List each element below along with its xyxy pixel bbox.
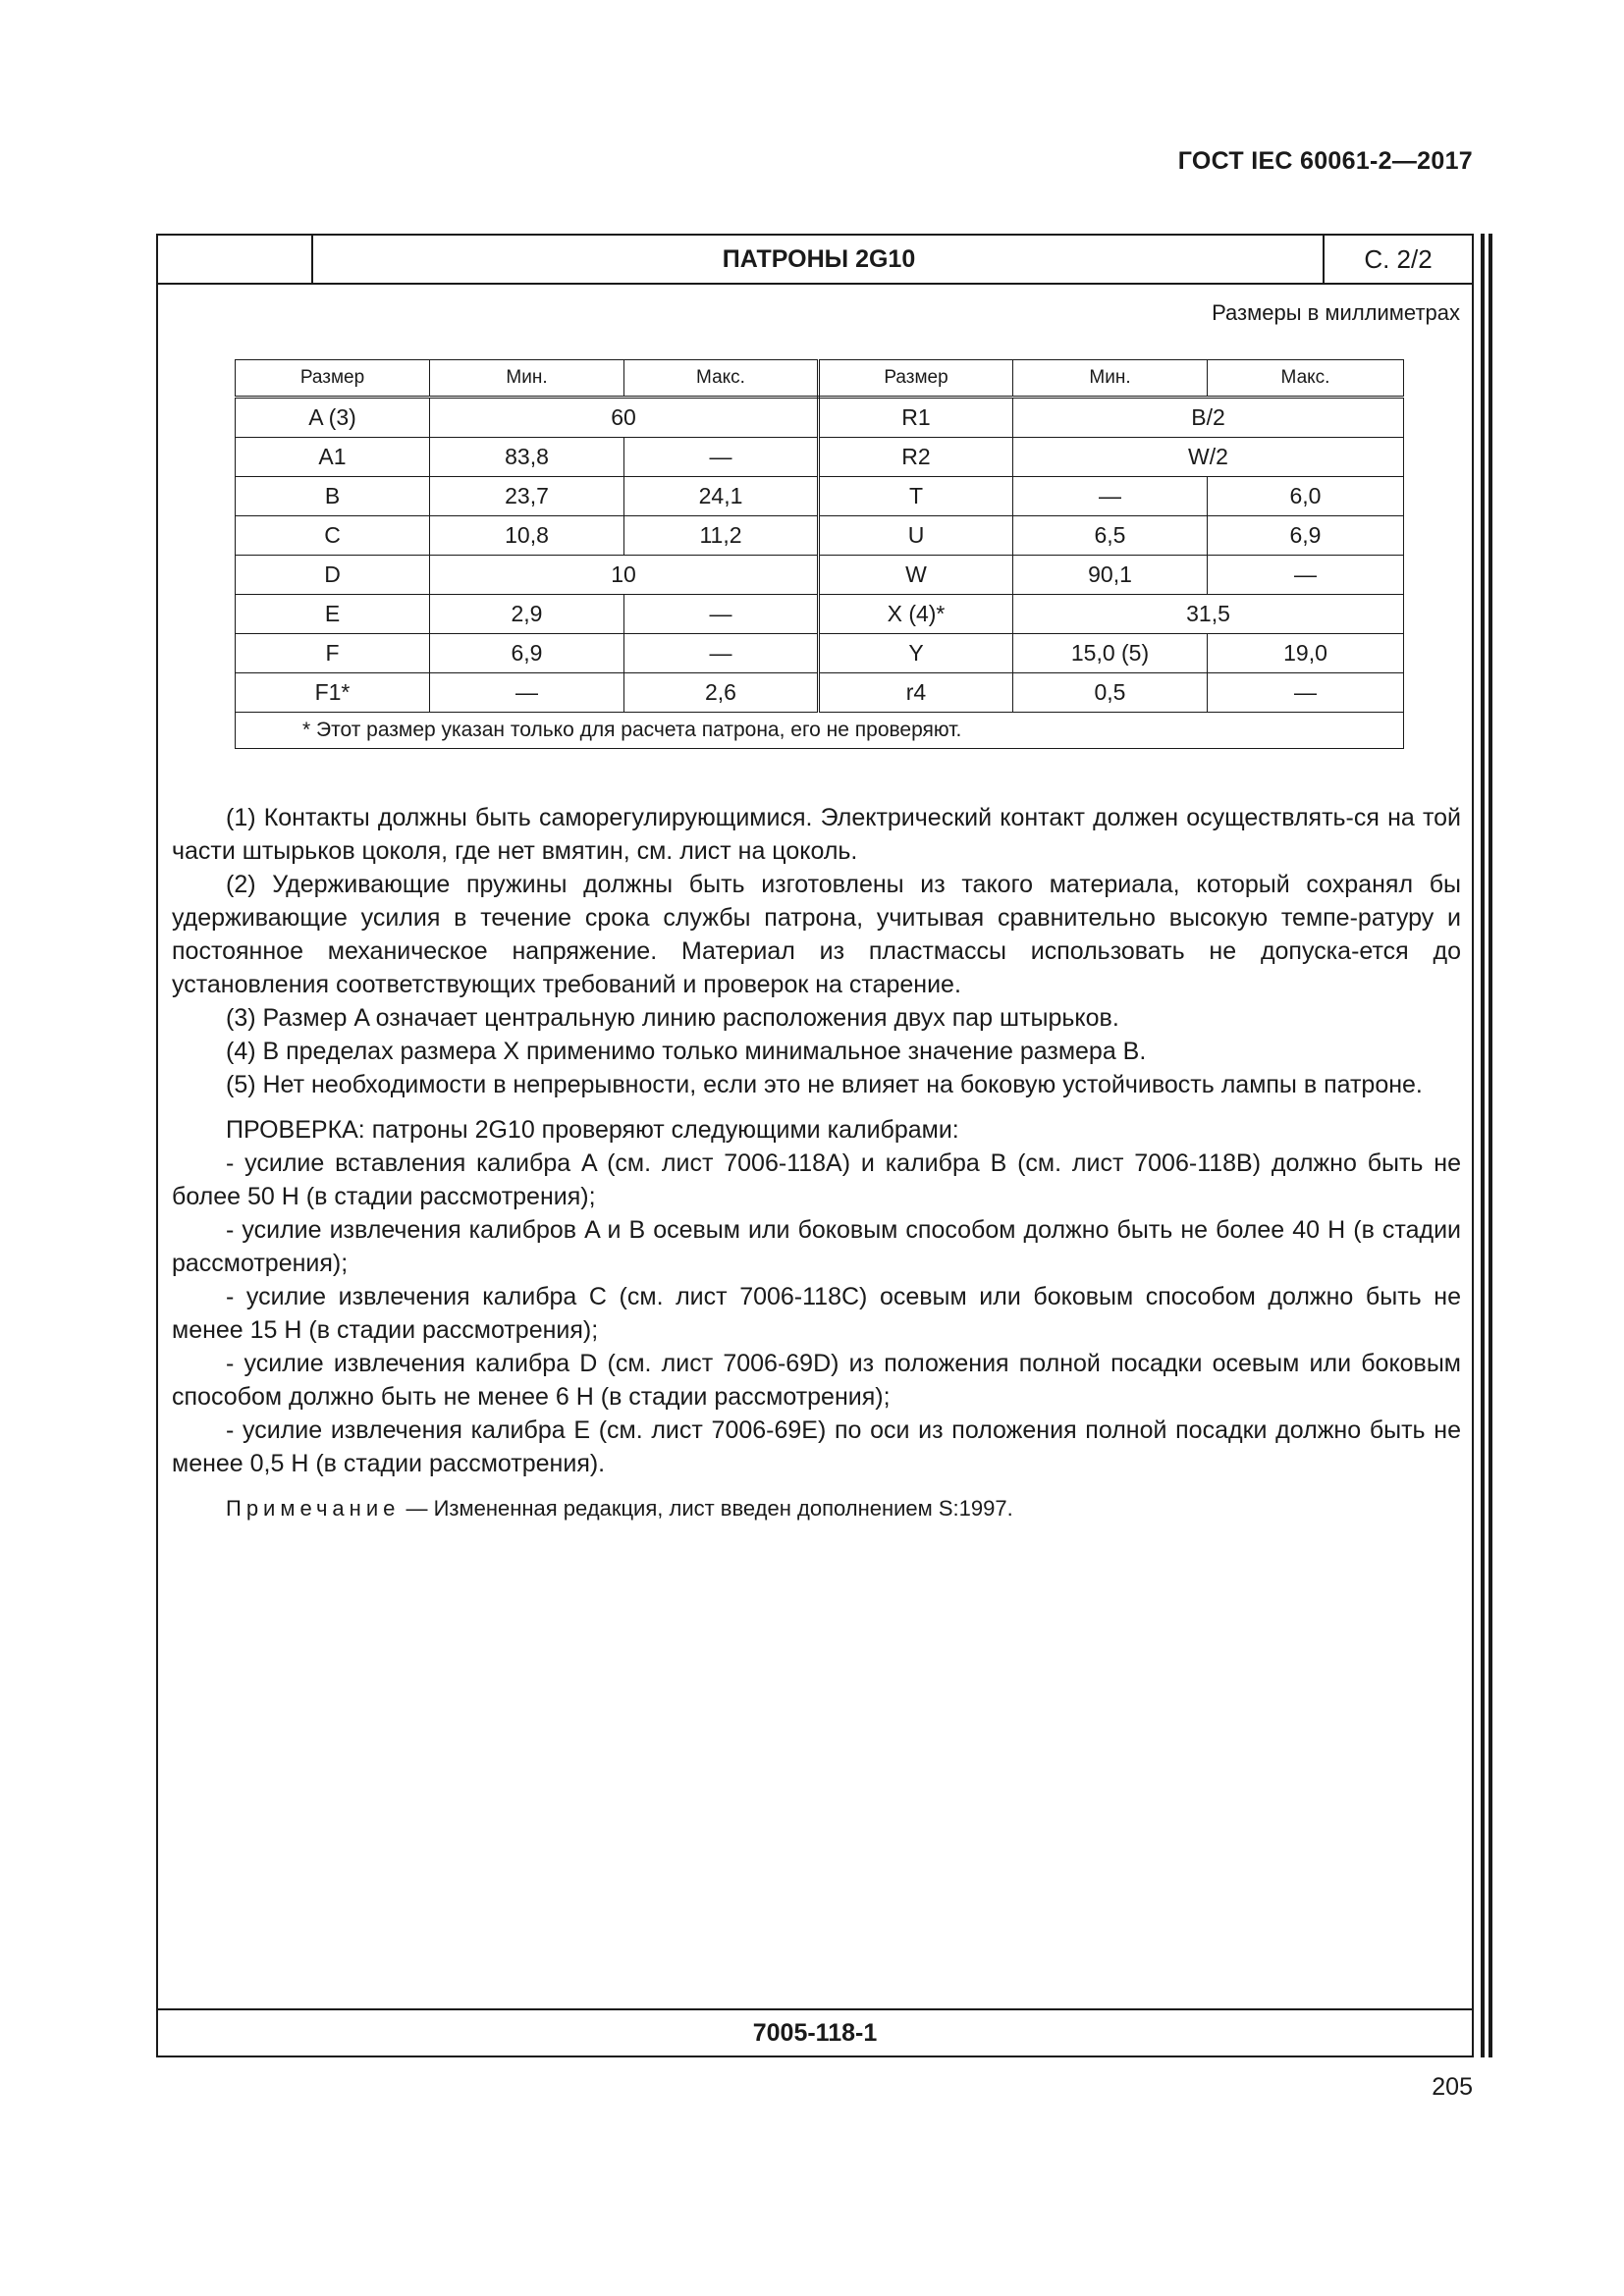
- table-cell: 2,6: [624, 673, 819, 713]
- table-cell: 10,8: [430, 516, 624, 556]
- sheet-title-row: [158, 236, 1472, 285]
- sheet-frame: [156, 234, 1474, 2057]
- table-cell: X (4)*: [819, 595, 1013, 634]
- remark-label: Примечание: [226, 1496, 401, 1521]
- header-cell: Макс.: [624, 360, 819, 398]
- units-note: Размеры в миллиметрах: [1212, 300, 1460, 325]
- title-left-cell: [158, 236, 313, 283]
- frame-edge-bar: [1489, 234, 1492, 2057]
- table-cell: 6,9: [430, 634, 624, 673]
- header-cell: Мин.: [430, 360, 624, 398]
- sheet-code: 7005-118-1: [752, 2018, 878, 2047]
- header-cell: Размер: [236, 360, 430, 398]
- table-cell: D: [236, 556, 430, 595]
- check-item: - усилие извлечения калибра C (см. лист 7006-118C) осевым или боковым способом должно быть не менее 15 Н (в стадии рассмотрения);: [172, 1283, 1461, 1344]
- table-row: [236, 673, 1404, 713]
- table-cell: —: [1208, 673, 1404, 713]
- table-row: [236, 516, 1404, 556]
- remark: [172, 1492, 1461, 1525]
- table-cell: 6,5: [1013, 516, 1208, 556]
- table-cell: —: [430, 673, 624, 713]
- table-cell: 31,5: [1013, 595, 1404, 634]
- note-4: (4) В пределах размера X применимо только минимальное значение размера B.: [226, 1038, 1147, 1065]
- dimensions-table: [235, 359, 1404, 749]
- table-cell: B/2: [1013, 398, 1404, 438]
- table-cell: —: [624, 595, 819, 634]
- note-2: (2) Удерживающие пружины должны быть изготовлены из такого материала, который сохранял бы удерживающие усилия в течение срока службы патрона, учитывая сравнительно высокую темпе-ратуру и постоянное механическое напряжение. Материал из пластмассы использовать не допуска-ется до установления соответствующих требований и проверок на старение.: [172, 871, 1461, 998]
- table-cell: B: [236, 477, 430, 516]
- table-cell: C: [236, 516, 430, 556]
- table-cell: 10: [430, 556, 819, 595]
- header-cell: Мин.: [1013, 360, 1208, 398]
- table-cell: 0,5: [1013, 673, 1208, 713]
- table-row: [236, 477, 1404, 516]
- table-cell: —: [624, 634, 819, 673]
- header-cell: Размер: [819, 360, 1013, 398]
- document-code: ГОСТ IEC 60061-2—2017: [1177, 147, 1473, 175]
- table-row: [236, 595, 1404, 634]
- notes-section: [172, 801, 1461, 1525]
- table-cell: 83,8: [430, 438, 624, 477]
- table-cell: —: [624, 438, 819, 477]
- note-3: (3) Размер A означает центральную линию расположения двух пар штырьков.: [226, 1004, 1119, 1032]
- table-cell: r4: [819, 673, 1013, 713]
- table-row: [236, 634, 1404, 673]
- table-row: [236, 556, 1404, 595]
- table-cell: —: [1013, 477, 1208, 516]
- table-cell: R1: [819, 398, 1013, 438]
- table-row: [236, 438, 1404, 477]
- table-cell: 6,9: [1208, 516, 1404, 556]
- table-row: [236, 398, 1404, 438]
- table-cell: R2: [819, 438, 1013, 477]
- table-cell: 90,1: [1013, 556, 1208, 595]
- table-header-row: [236, 360, 1404, 398]
- table-cell: U: [819, 516, 1013, 556]
- sheet-title: ПАТРОНЫ 2G10: [722, 244, 916, 273]
- remark-text: — Измененная редакция, лист введен дополнением S:1997.: [400, 1496, 1013, 1521]
- check-item: - усилие извлечения калибра E (см. лист 7006-69E) по оси из положения полной посадки должно быть не менее 0,5 Н (в стадии рассмотрения).: [172, 1416, 1461, 1477]
- table-cell: Y: [819, 634, 1013, 673]
- table-cell: 24,1: [624, 477, 819, 516]
- table-cell: T: [819, 477, 1013, 516]
- check-item: - усилие извлечения калибра D (см. лист 7006-69D) из положения полной посадки осевым или боковым способом должно быть не менее 6 Н (в стадии рассмотрения);: [172, 1350, 1461, 1411]
- table-cell: W/2: [1013, 438, 1404, 477]
- check-item: - усилие извлечения калибров A и B осевым или боковым способом должно быть не более 40 Н (в стадии рассмотрения);: [172, 1216, 1461, 1277]
- check-intro: ПРОВЕРКА: патроны 2G10 проверяют следующими калибрами:: [226, 1116, 959, 1144]
- sheet-page: С. 2/2: [1323, 236, 1472, 283]
- table-cell: E: [236, 595, 430, 634]
- table-cell: 11,2: [624, 516, 819, 556]
- check-item: - усилие вставления калибра A (см. лист 7006-118A) и калибра B (см. лист 7006-118B) должно быть не более 50 Н (в стадии рассмотрения);: [172, 1149, 1461, 1210]
- table-cell: A (3): [236, 398, 430, 438]
- note-5: (5) Нет необходимости в непрерывности, если это не влияет на боковую устойчивость лампы в патроне.: [226, 1071, 1423, 1098]
- header-cell: Макс.: [1208, 360, 1404, 398]
- table-cell: 19,0: [1208, 634, 1404, 673]
- table-footnote-row: [236, 713, 1404, 749]
- frame-edge-bar: [1481, 234, 1485, 2057]
- table-cell: —: [1208, 556, 1404, 595]
- table-cell: F: [236, 634, 430, 673]
- table-cell: 15,0 (5): [1013, 634, 1208, 673]
- table-cell: 23,7: [430, 477, 624, 516]
- page-number: 205: [1432, 2073, 1473, 2101]
- table-cell: F1*: [236, 673, 430, 713]
- note-1: (1) Контакты должны быть саморегулирующимися. Электрический контакт должен осуществлять-ся на той части штырьков цоколя, где нет вмятин, см. лист на цоколь.: [172, 804, 1461, 865]
- table-footnote: * Этот размер указан только для расчета патрона, его не проверяют.: [236, 713, 1404, 749]
- table-cell: 60: [430, 398, 819, 438]
- table-cell: W: [819, 556, 1013, 595]
- table-cell: A1: [236, 438, 430, 477]
- table-cell: 6,0: [1208, 477, 1404, 516]
- table-cell: 2,9: [430, 595, 624, 634]
